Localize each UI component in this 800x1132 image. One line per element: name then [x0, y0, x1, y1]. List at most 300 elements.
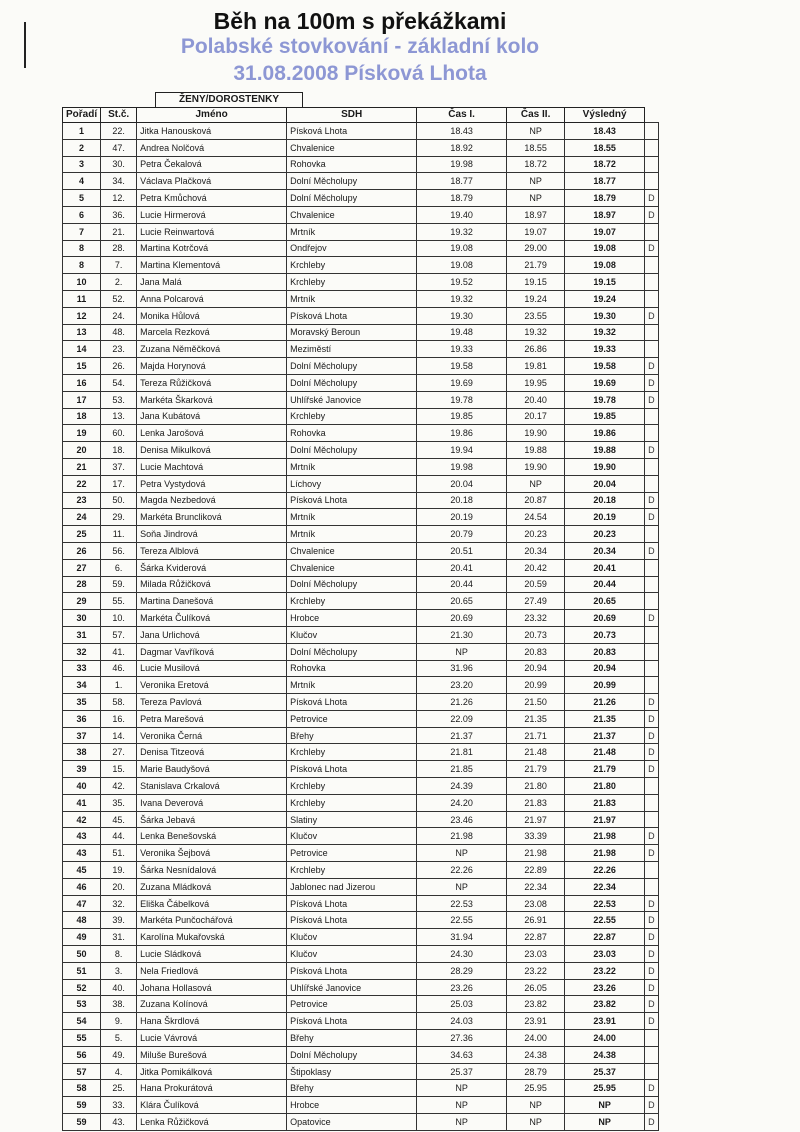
sdh-cell: Písková Lhota: [287, 694, 417, 711]
sdh-cell: Dolní Měcholupy: [287, 1046, 417, 1063]
competitor-name: Klára Čulíková: [137, 1097, 287, 1114]
header-row: [63, 108, 659, 123]
competitor-name: Jana Kubátová: [137, 408, 287, 425]
competitor-name: Jana Malá: [137, 274, 287, 291]
table-row: [63, 559, 659, 576]
sdh-cell: Chvalenice: [287, 206, 417, 223]
sdh-cell: Chvalenice: [287, 139, 417, 156]
final-time-cell: NP: [565, 1114, 645, 1131]
competitor-name: Petra Vystydová: [137, 475, 287, 492]
final-time-cell: 19.85: [565, 408, 645, 425]
time-2-cell: 20.23: [507, 526, 565, 543]
time-2-cell: 26.05: [507, 979, 565, 996]
sdh-cell: Mrtník: [287, 526, 417, 543]
start-number-cell: 17.: [101, 475, 137, 492]
col-header-start-number: St.č.: [101, 108, 137, 123]
final-time-cell: NP: [565, 1097, 645, 1114]
rank-cell: 36: [63, 710, 101, 727]
rank-cell: 11: [63, 290, 101, 307]
rank-cell: 52: [63, 979, 101, 996]
rank-cell: 33: [63, 660, 101, 677]
final-time-cell: 20.41: [565, 559, 645, 576]
final-time-cell: 22.87: [565, 929, 645, 946]
time-1-cell: 18.43: [417, 123, 507, 140]
sdh-cell: Mrtník: [287, 223, 417, 240]
table-row: [63, 576, 659, 593]
sdh-cell: Uhlířské Janovice: [287, 391, 417, 408]
competitor-name: Lucie Machtová: [137, 458, 287, 475]
table-row: [63, 694, 659, 711]
category-label: ŽENY/DOROSTENKY: [155, 92, 303, 107]
competitor-name: Martina Klementová: [137, 257, 287, 274]
note-cell: [645, 643, 659, 660]
time-2-cell: 20.59: [507, 576, 565, 593]
start-number-cell: 45.: [101, 811, 137, 828]
final-time-cell: 25.37: [565, 1063, 645, 1080]
time-2-cell: 26.91: [507, 912, 565, 929]
competitor-name: Soňa Jindrová: [137, 526, 287, 543]
final-time-cell: 23.26: [565, 979, 645, 996]
competitor-name: Marcela Rezková: [137, 324, 287, 341]
final-time-cell: 19.07: [565, 223, 645, 240]
table-row: [63, 223, 659, 240]
rank-cell: 47: [63, 895, 101, 912]
final-time-cell: 23.82: [565, 996, 645, 1013]
time-2-cell: 20.83: [507, 643, 565, 660]
final-time-cell: 20.99: [565, 677, 645, 694]
table-row: [63, 979, 659, 996]
start-number-cell: 18.: [101, 442, 137, 459]
competitor-name: Petra Kmůchová: [137, 190, 287, 207]
time-1-cell: 19.48: [417, 324, 507, 341]
rank-cell: 32: [63, 643, 101, 660]
competitor-name: Václava Plačková: [137, 173, 287, 190]
time-2-cell: 22.34: [507, 878, 565, 895]
sdh-cell: Písková Lhota: [287, 492, 417, 509]
time-2-cell: 20.17: [507, 408, 565, 425]
date-place: 31.08.2008 Písková Lhota: [233, 62, 487, 85]
final-time-cell: 21.80: [565, 778, 645, 795]
rank-cell: 18: [63, 408, 101, 425]
time-1-cell: 24.39: [417, 778, 507, 795]
competitor-name: Martina Danešová: [137, 593, 287, 610]
competitor-name: Nela Friedlová: [137, 962, 287, 979]
note-cell: [645, 1063, 659, 1080]
table-row: [63, 862, 659, 879]
competitor-name: Karolína Mukařovská: [137, 929, 287, 946]
note-cell: D: [645, 710, 659, 727]
rank-cell: 27: [63, 559, 101, 576]
table-row: [63, 240, 659, 257]
final-time-cell: 20.04: [565, 475, 645, 492]
final-time-cell: 22.26: [565, 862, 645, 879]
sdh-cell: Chvalenice: [287, 559, 417, 576]
sdh-cell: Mrtník: [287, 509, 417, 526]
note-cell: D: [645, 374, 659, 391]
rank-cell: 55: [63, 1030, 101, 1047]
final-time-cell: 24.38: [565, 1046, 645, 1063]
note-cell: D: [645, 895, 659, 912]
final-time-cell: 25.95: [565, 1080, 645, 1097]
final-time-cell: 19.32: [565, 324, 645, 341]
note-cell: [645, 274, 659, 291]
start-number-cell: 12.: [101, 190, 137, 207]
sdh-cell: Jablonec nad Jizerou: [287, 878, 417, 895]
note-cell: D: [645, 996, 659, 1013]
time-2-cell: 20.87: [507, 492, 565, 509]
rank-cell: 6: [63, 206, 101, 223]
sdh-cell: Ondřejov: [287, 240, 417, 257]
note-cell: [645, 878, 659, 895]
competitor-name: Lenka Jarošová: [137, 425, 287, 442]
time-1-cell: 20.51: [417, 542, 507, 559]
sdh-cell: Krchleby: [287, 593, 417, 610]
note-cell: D: [645, 946, 659, 963]
results-table: [62, 107, 659, 1131]
rank-cell: 28: [63, 576, 101, 593]
start-number-cell: 48.: [101, 324, 137, 341]
sdh-cell: Písková Lhota: [287, 761, 417, 778]
time-2-cell: 22.87: [507, 929, 565, 946]
time-1-cell: 19.40: [417, 206, 507, 223]
competitor-name: Lenka Benešovská: [137, 828, 287, 845]
table-row: [63, 811, 659, 828]
note-cell: [645, 593, 659, 610]
sdh-cell: Dolní Měcholupy: [287, 190, 417, 207]
note-cell: [645, 677, 659, 694]
note-cell: [645, 1046, 659, 1063]
rank-cell: 54: [63, 1013, 101, 1030]
rank-cell: 30: [63, 610, 101, 627]
time-1-cell: 19.78: [417, 391, 507, 408]
rank-cell: 59: [63, 1097, 101, 1114]
competitor-name: Šárka Kviderová: [137, 559, 287, 576]
competitor-name: Denisa Titzeová: [137, 744, 287, 761]
note-cell: [645, 862, 659, 879]
final-time-cell: 18.55: [565, 139, 645, 156]
competitor-name: Markéta Punčochářová: [137, 912, 287, 929]
sdh-cell: Opatovice: [287, 1114, 417, 1131]
table-row: [63, 660, 659, 677]
competitor-name: Ivana Deverová: [137, 794, 287, 811]
start-number-cell: 42.: [101, 778, 137, 795]
table-row: [63, 610, 659, 627]
rank-cell: 22: [63, 475, 101, 492]
note-cell: [645, 425, 659, 442]
time-1-cell: 20.18: [417, 492, 507, 509]
note-cell: D: [645, 962, 659, 979]
start-number-cell: 51.: [101, 845, 137, 862]
sdh-cell: Mrtník: [287, 290, 417, 307]
time-2-cell: 20.73: [507, 626, 565, 643]
final-time-cell: 19.78: [565, 391, 645, 408]
table-row: [63, 1030, 659, 1047]
start-number-cell: 25.: [101, 1080, 137, 1097]
col-header-name: Jméno: [137, 108, 287, 123]
final-time-cell: 21.48: [565, 744, 645, 761]
time-1-cell: NP: [417, 1097, 507, 1114]
table-row: [63, 391, 659, 408]
time-1-cell: 20.19: [417, 509, 507, 526]
table-row: [63, 929, 659, 946]
sdh-cell: Písková Lhota: [287, 1013, 417, 1030]
col-header-result: Výsledný: [565, 108, 645, 123]
sdh-cell: Dolní Měcholupy: [287, 374, 417, 391]
table-row: [63, 324, 659, 341]
time-1-cell: 22.09: [417, 710, 507, 727]
competitor-name: Majda Horynová: [137, 358, 287, 375]
competitor-name: Šárka Nesnídalová: [137, 862, 287, 879]
table-row: [63, 677, 659, 694]
table-row: [63, 274, 659, 291]
table-row: [63, 442, 659, 459]
time-2-cell: 19.32: [507, 324, 565, 341]
time-2-cell: 20.34: [507, 542, 565, 559]
final-time-cell: 18.43: [565, 123, 645, 140]
note-cell: D: [645, 442, 659, 459]
sdh-cell: Písková Lhota: [287, 895, 417, 912]
sdh-cell: Břehy: [287, 1080, 417, 1097]
note-cell: [645, 559, 659, 576]
sdh-cell: Petrovice: [287, 710, 417, 727]
time-1-cell: 20.65: [417, 593, 507, 610]
final-time-cell: 24.00: [565, 1030, 645, 1047]
competitor-name: Marie Baudyšová: [137, 761, 287, 778]
time-2-cell: 24.38: [507, 1046, 565, 1063]
final-time-cell: 21.37: [565, 727, 645, 744]
note-cell: [645, 341, 659, 358]
note-cell: D: [645, 1114, 659, 1131]
time-2-cell: NP: [507, 123, 565, 140]
rank-cell: 35: [63, 694, 101, 711]
competitor-name: Hana Škrdlová: [137, 1013, 287, 1030]
time-2-cell: 21.50: [507, 694, 565, 711]
final-time-cell: 21.79: [565, 761, 645, 778]
table-row: [63, 744, 659, 761]
rank-cell: 38: [63, 744, 101, 761]
start-number-cell: 59.: [101, 576, 137, 593]
note-cell: D: [645, 190, 659, 207]
time-1-cell: 31.94: [417, 929, 507, 946]
start-number-cell: 24.: [101, 307, 137, 324]
final-time-cell: 22.34: [565, 878, 645, 895]
start-number-cell: 55.: [101, 593, 137, 610]
table-row: [63, 257, 659, 274]
note-cell: D: [645, 744, 659, 761]
sdh-cell: Petrovice: [287, 996, 417, 1013]
table-row: [63, 475, 659, 492]
competitor-name: Hana Prokurátová: [137, 1080, 287, 1097]
rank-cell: 13: [63, 324, 101, 341]
note-cell: D: [645, 845, 659, 862]
sdh-cell: Uhlířské Janovice: [287, 979, 417, 996]
start-number-cell: 52.: [101, 290, 137, 307]
competitor-name: Veronika Černá: [137, 727, 287, 744]
rank-cell: 42: [63, 811, 101, 828]
start-number-cell: 36.: [101, 206, 137, 223]
start-number-cell: 5.: [101, 1030, 137, 1047]
time-1-cell: NP: [417, 1080, 507, 1097]
rank-cell: 57: [63, 1063, 101, 1080]
competitor-name: Lucie Vávrová: [137, 1030, 287, 1047]
note-cell: [645, 324, 659, 341]
rank-cell: 25: [63, 526, 101, 543]
table-row: [63, 895, 659, 912]
rank-cell: 24: [63, 509, 101, 526]
note-cell: D: [645, 358, 659, 375]
page-title: Běh na 100m s překážkami: [213, 8, 507, 34]
sdh-cell: Petrovice: [287, 845, 417, 862]
final-time-cell: 20.73: [565, 626, 645, 643]
competitor-name: Johana Hollasová: [137, 979, 287, 996]
start-number-cell: 21.: [101, 223, 137, 240]
final-time-cell: 19.90: [565, 458, 645, 475]
time-1-cell: 19.52: [417, 274, 507, 291]
time-1-cell: 18.79: [417, 190, 507, 207]
start-number-cell: 8.: [101, 946, 137, 963]
time-2-cell: 23.55: [507, 307, 565, 324]
table-row: [63, 542, 659, 559]
time-1-cell: 20.04: [417, 475, 507, 492]
start-number-cell: 50.: [101, 492, 137, 509]
col-header-time-2: Čas II.: [507, 108, 565, 123]
rank-cell: 46: [63, 878, 101, 895]
competitor-name: Jitka Hanousková: [137, 123, 287, 140]
rank-cell: 19: [63, 425, 101, 442]
start-number-cell: 56.: [101, 542, 137, 559]
time-2-cell: 23.32: [507, 610, 565, 627]
time-2-cell: 19.90: [507, 458, 565, 475]
sdh-cell: Rohovka: [287, 156, 417, 173]
time-1-cell: 20.41: [417, 559, 507, 576]
start-number-cell: 60.: [101, 425, 137, 442]
time-2-cell: 33.39: [507, 828, 565, 845]
start-number-cell: 14.: [101, 727, 137, 744]
time-2-cell: 18.72: [507, 156, 565, 173]
time-2-cell: 19.24: [507, 290, 565, 307]
competitor-name: Petra Čekalová: [137, 156, 287, 173]
rank-cell: 51: [63, 962, 101, 979]
competitor-name: Markéta Čulíková: [137, 610, 287, 627]
rank-cell: 29: [63, 593, 101, 610]
start-number-cell: 41.: [101, 643, 137, 660]
sdh-cell: Slatiny: [287, 811, 417, 828]
competitor-name: Martina Kotrčová: [137, 240, 287, 257]
final-time-cell: 19.69: [565, 374, 645, 391]
rank-cell: 45: [63, 862, 101, 879]
note-cell: D: [645, 492, 659, 509]
table-row: [63, 139, 659, 156]
sdh-cell: Krchleby: [287, 862, 417, 879]
start-number-cell: 6.: [101, 559, 137, 576]
final-time-cell: 22.53: [565, 895, 645, 912]
time-1-cell: 34.63: [417, 1046, 507, 1063]
note-cell: [645, 811, 659, 828]
start-number-cell: 34.: [101, 173, 137, 190]
competitor-name: Monika Hůlová: [137, 307, 287, 324]
time-1-cell: 19.98: [417, 458, 507, 475]
time-1-cell: NP: [417, 845, 507, 862]
final-time-cell: 18.72: [565, 156, 645, 173]
competitor-name: Zuzana Mládková: [137, 878, 287, 895]
rank-cell: 15: [63, 358, 101, 375]
note-cell: [645, 475, 659, 492]
competitor-name: Lenka Růžičková: [137, 1114, 287, 1131]
sdh-cell: Písková Lhota: [287, 123, 417, 140]
time-2-cell: 28.79: [507, 1063, 565, 1080]
rank-cell: 2: [63, 139, 101, 156]
time-2-cell: 26.86: [507, 341, 565, 358]
final-time-cell: 21.98: [565, 845, 645, 862]
rank-cell: 8: [63, 240, 101, 257]
note-cell: [645, 257, 659, 274]
time-2-cell: 23.22: [507, 962, 565, 979]
results-body: [63, 123, 659, 1131]
table-row: [63, 526, 659, 543]
rank-cell: 34: [63, 677, 101, 694]
time-1-cell: 23.20: [417, 677, 507, 694]
col-header-time-1: Čas I.: [417, 108, 507, 123]
table-row: [63, 1063, 659, 1080]
start-number-cell: 3.: [101, 962, 137, 979]
time-1-cell: 25.37: [417, 1063, 507, 1080]
note-cell: [645, 778, 659, 795]
table-row: [63, 878, 659, 895]
competitor-name: Eliška Čábelková: [137, 895, 287, 912]
table-row: [63, 190, 659, 207]
time-1-cell: 19.08: [417, 240, 507, 257]
col-header-sdh: SDH: [287, 108, 417, 123]
note-cell: [645, 1030, 659, 1047]
table-row: [63, 710, 659, 727]
competitor-name: Denisa Mikulková: [137, 442, 287, 459]
note-cell: D: [645, 694, 659, 711]
note-cell: D: [645, 1013, 659, 1030]
time-2-cell: NP: [507, 173, 565, 190]
final-time-cell: 22.55: [565, 912, 645, 929]
sdh-cell: Hrobce: [287, 610, 417, 627]
time-2-cell: 22.89: [507, 862, 565, 879]
final-time-cell: 20.19: [565, 509, 645, 526]
table-row: [63, 778, 659, 795]
time-2-cell: NP: [507, 190, 565, 207]
time-1-cell: 22.53: [417, 895, 507, 912]
rank-cell: 8: [63, 257, 101, 274]
time-2-cell: 23.82: [507, 996, 565, 1013]
final-time-cell: 21.26: [565, 694, 645, 711]
time-2-cell: 24.00: [507, 1030, 565, 1047]
final-time-cell: 21.83: [565, 794, 645, 811]
final-time-cell: 20.44: [565, 576, 645, 593]
sdh-cell: Moravský Beroun: [287, 324, 417, 341]
start-number-cell: 35.: [101, 794, 137, 811]
sdh-cell: Dolní Měcholupy: [287, 173, 417, 190]
final-time-cell: 20.94: [565, 660, 645, 677]
note-cell: D: [645, 929, 659, 946]
time-1-cell: 19.86: [417, 425, 507, 442]
final-time-cell: 21.35: [565, 710, 645, 727]
rank-cell: 23: [63, 492, 101, 509]
competitor-name: Stanislava Crkalová: [137, 778, 287, 795]
start-number-cell: 47.: [101, 139, 137, 156]
time-1-cell: 19.94: [417, 442, 507, 459]
start-number-cell: 28.: [101, 240, 137, 257]
sdh-cell: Klučov: [287, 929, 417, 946]
time-2-cell: 19.88: [507, 442, 565, 459]
sdh-cell: Štipoklasy: [287, 1063, 417, 1080]
rank-cell: 20: [63, 442, 101, 459]
start-number-cell: 30.: [101, 156, 137, 173]
